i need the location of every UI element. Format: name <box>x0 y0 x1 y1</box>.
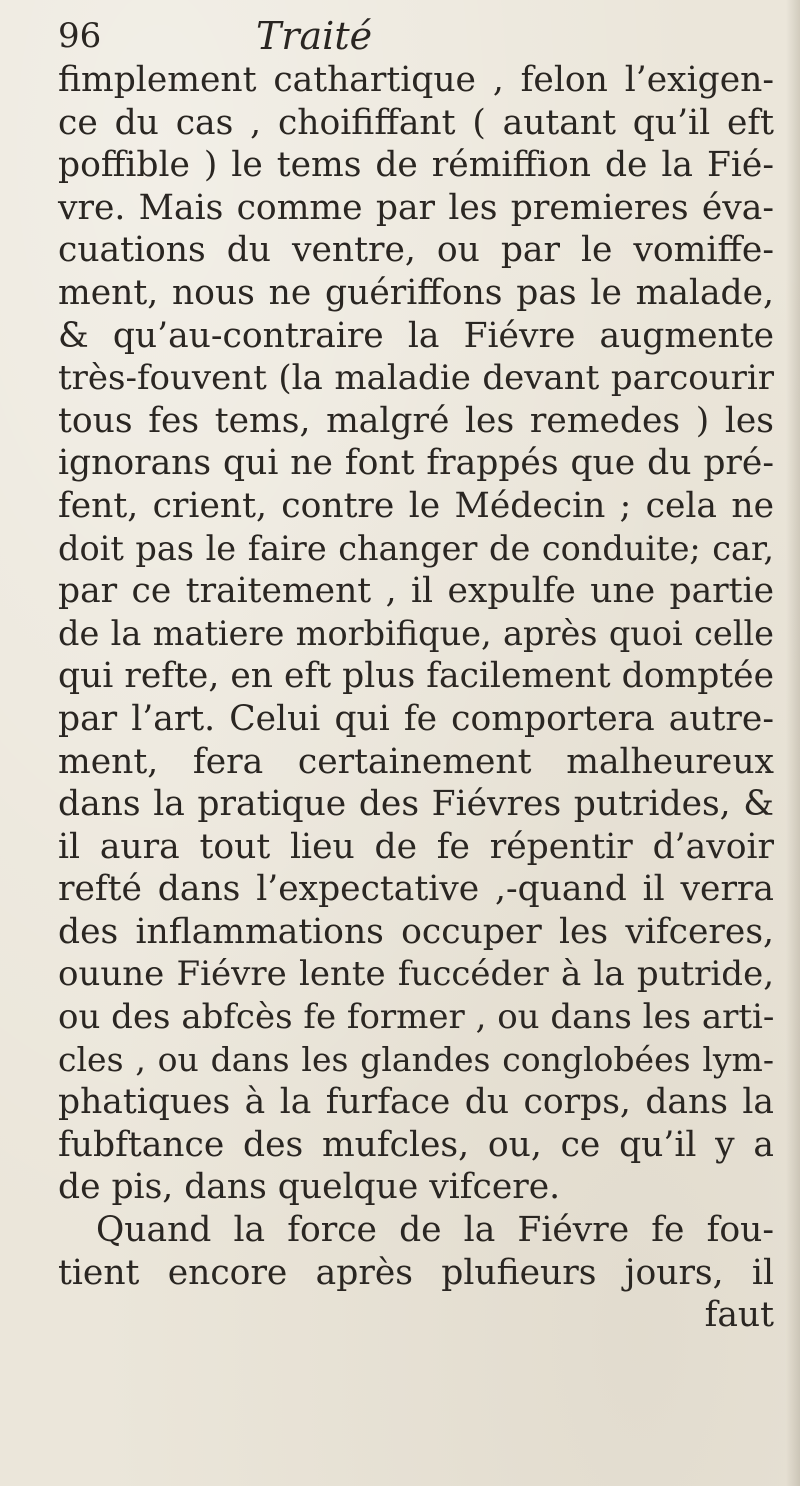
text-line: cles , ou dans les glandes conglobées lym- <box>58 1039 774 1079</box>
text-line: de la matiere morbifique, après quoi celle <box>58 613 774 653</box>
text-line: fent, crient, contre le Médecin ; cela ne <box>58 485 774 526</box>
text-line: il aura tout lieu de fe répentir d’avoir <box>58 826 774 867</box>
text-line: phatiques à la furface du corps, dans la <box>58 1082 774 1123</box>
text-line: ment, nous ne guériffons pas le malade, <box>58 272 774 313</box>
text-line: ment, fera certainement malheureux <box>58 741 774 782</box>
text-line: fubftance des mufcles, ou, ce qu’il y a <box>58 1124 774 1165</box>
catchword: faut <box>704 1295 774 1336</box>
text-line: par ce traitement , il expulfe une partie <box>58 571 774 612</box>
paragraph-start-line: Quand la force de la Fiévre fe fou- <box>96 1210 774 1251</box>
page-number: 96 <box>58 16 102 56</box>
page-header <box>58 14 778 58</box>
text-line: ou des abfcès fe former , ou dans les arti- <box>58 997 775 1038</box>
text-line: ce du cas , choififfant ( autant qu’il eft <box>58 102 774 143</box>
text-line: tous fes tems, malgré les remedes ) les <box>58 400 774 441</box>
text-line: vre. Mais comme par les premieres éva- <box>58 187 774 228</box>
text-line: ignorans qui ne font frappés que du pré- <box>58 443 774 484</box>
text-line: poffible ) le tems de rémiffion de la Fié- <box>58 145 774 186</box>
text-line: des inflammations occuper les vifceres, <box>58 911 774 952</box>
text-line: fimplement cathartique , felon l’exigen- <box>58 60 774 100</box>
text-line: tient encore après plufieurs jours, il <box>58 1252 774 1293</box>
text-line: qui refte, en eft plus facilement domptée <box>58 656 774 697</box>
text-line: ouune Fiévre lente fuccéder à la putride, <box>58 954 774 995</box>
text-line: dans la pratique des Fiévres putrides, & <box>58 784 774 825</box>
text-line: très-fouvent (la maladie devant parcourir <box>58 358 774 399</box>
text-line: & qu’au-contraire la Fiévre augmente <box>58 315 774 356</box>
text-line: doit pas le faire changer de conduite; car, <box>58 528 774 568</box>
paragraph-end-line: de pis, dans quelque vifcere. <box>58 1167 561 1208</box>
text-line: cuations du ventre, ou par le vomiffe- <box>58 230 774 271</box>
text-line: par l’art. Celui qui fe comportera autre- <box>58 698 774 739</box>
page-edge-shadow <box>786 0 800 1486</box>
text-line: refté dans l’expectative ,-quand il verra <box>58 869 774 910</box>
running-title: Traité <box>256 14 373 58</box>
body-text <box>58 59 774 1337</box>
